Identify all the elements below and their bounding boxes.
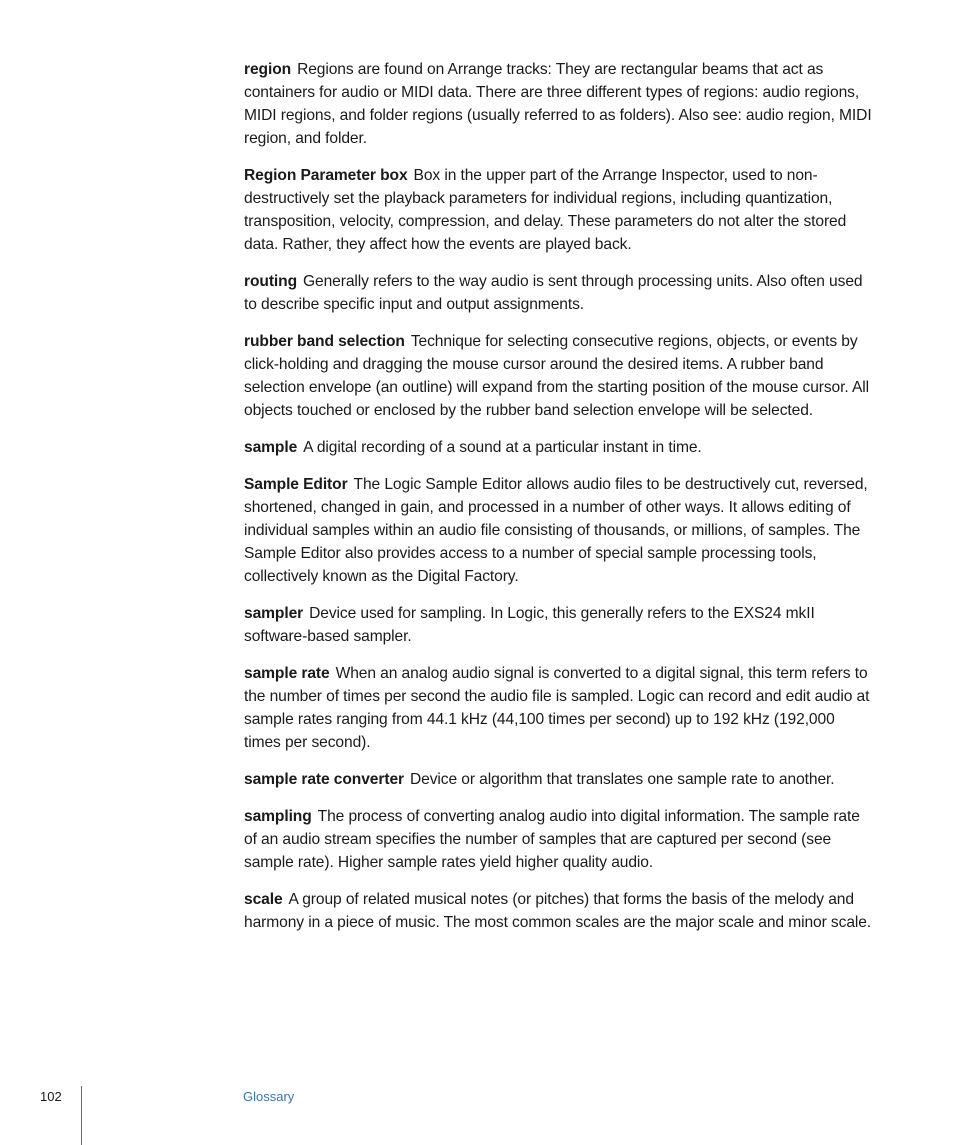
glossary-definition: Generally refers to the way audio is sent through processing units. Also often used to describe specific input and output assignments.	[244, 273, 863, 313]
glossary-term: sampling	[244, 808, 312, 825]
glossary-term: scale	[244, 891, 283, 908]
glossary-definition: Regions are found on Arrange tracks: They are rectangular beams that act as containers for audio or MIDI data. There are three different types of regions: audio regions, MIDI regions, and folder regions (usually referred to as folders). Also see: audio region, MIDI region, and folder.	[244, 61, 872, 147]
glossary-entry	[244, 330, 874, 422]
glossary-entry	[244, 58, 874, 150]
glossary-definition: Device or algorithm that translates one sample rate to another.	[409, 771, 835, 788]
glossary-content	[244, 58, 874, 948]
glossary-entry	[244, 805, 874, 874]
glossary-definition: Technique for selecting consecutive regions, objects, or events by click-holding and dragging the mouse cursor around the desired items. A rubber band selection envelope (an outline) will expand from the starting position of the mouse cursor. All objects touched or enclosed by the rubber band selection envelope will be selected.	[244, 333, 869, 419]
glossary-definition: A group of related musical notes (or pitches) that forms the basis of the melody and harmony in a piece of music. The most common scales are the major scale and minor scale.	[244, 891, 872, 931]
footer-divider	[81, 1086, 82, 1145]
glossary-term: Region Parameter box	[244, 167, 408, 184]
glossary-definition: When an analog audio signal is converted to a digital signal, this term refers to the number of times per second the audio file is sampled. Logic can record and edit audio at sample rates ranging from 44.1 kHz (44,100 times per second) up to 192 kHz (192,000 times per second).	[244, 665, 870, 751]
glossary-entry	[244, 436, 874, 459]
glossary-term: sample rate	[244, 665, 330, 682]
glossary-term: sampler	[244, 605, 304, 622]
glossary-definition: Box in the upper part of the Arrange Inspector, used to non-destructively set the playback parameters for individual regions, including quantization, transposition, velocity, compression, and delay. These parameters do not alter the stored data. Rather, they affect how the events are played back.	[244, 167, 847, 253]
glossary-definition: The process of converting analog audio into digital information. The sample rate of an audio stream specifies the number of samples that are captured per second (see sample rate). Higher sample rates yield higher quality audio.	[244, 808, 860, 871]
glossary-definition: A digital recording of a sound at a particular instant in time.	[303, 439, 702, 456]
glossary-entry	[244, 662, 874, 754]
glossary-term: region	[244, 61, 292, 78]
glossary-definition: The Logic Sample Editor allows audio files to be destructively cut, reversed, shortened, changed in gain, and processed in a number of other ways. It allows editing of individual samples within an audio file consisting of thousands, or millions, of samples. The Sample Editor also provides access to a number of special sample processing tools, collectively known as the Digital Factory.	[244, 476, 868, 585]
glossary-term: rubber band selection	[244, 333, 405, 350]
glossary-entry	[244, 768, 874, 791]
glossary-term: sample	[244, 439, 298, 456]
glossary-entry	[244, 270, 874, 316]
footer-section-title: Glossary	[243, 1089, 295, 1104]
glossary-entry	[244, 888, 874, 934]
glossary-definition: Device used for sampling. In Logic, this generally refers to the EXS24 mkII software-based sampler.	[244, 605, 815, 645]
glossary-entry	[244, 164, 874, 256]
glossary-entry	[244, 602, 874, 648]
page-number: 102	[40, 1089, 62, 1104]
glossary-entry	[244, 473, 874, 588]
glossary-term: routing	[244, 273, 297, 290]
glossary-term: Sample Editor	[244, 476, 348, 493]
glossary-term: sample rate converter	[244, 771, 404, 788]
